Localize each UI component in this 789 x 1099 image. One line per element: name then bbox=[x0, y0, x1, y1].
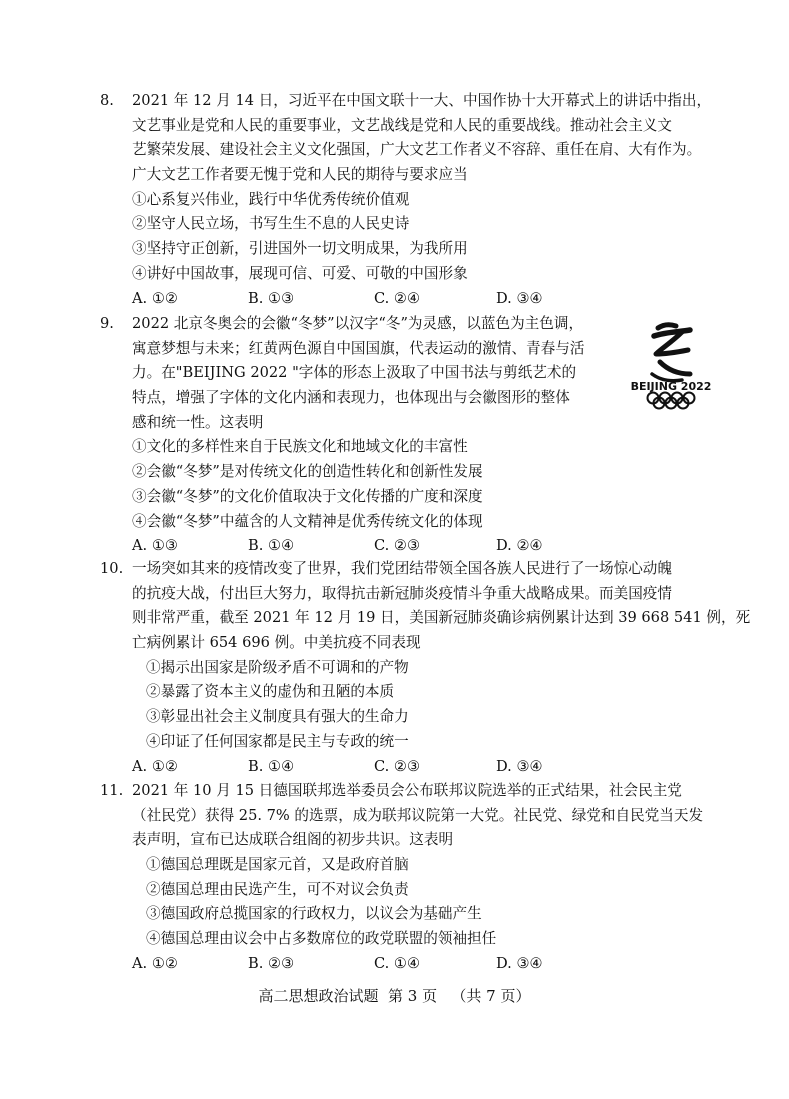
statement-option: ③坚持守正创新，引进国外一切文明成果，为我所用 bbox=[132, 240, 468, 258]
choice-d: D. ②④ bbox=[496, 537, 543, 555]
statement-option: ①揭示出国家是阶级矛盾不可调和的产物 bbox=[146, 658, 409, 676]
choice-d: D. ③④ bbox=[496, 954, 543, 972]
question-stem-line: 10. 一场突如其来的疫情改变了世界，我们党团结带领全国各族人民进行了一场惊心动魄 bbox=[132, 557, 732, 582]
question-stem-line: 特点，增强了字体的文化内涵和表现力，也体现出与会徽图形的整体 bbox=[132, 389, 570, 407]
statement-option: ③彰显出社会主义制度具有强大的生命力 bbox=[146, 708, 409, 726]
choice-b: B. ①④ bbox=[248, 537, 295, 555]
choice-d: D. ③④ bbox=[496, 757, 543, 775]
choice-a: A. ①③ bbox=[132, 537, 178, 555]
statement-option: ④讲好中国故事，展现可信、可爱、可敬的中国形象 bbox=[132, 264, 468, 282]
question-stem-line: （社民党）获得 25. 7% 的选票，成为联邦议院第一大党。社民党、绿党和自民党当天发 bbox=[132, 806, 704, 824]
statement-option: ①心系复兴伟业，践行中华优秀传统价值观 bbox=[132, 190, 410, 208]
question-stem-line: 艺繁荣发展、建设社会主义文化强国，广大文艺工作者义不容辞、重任在肩、大有作为。 bbox=[132, 141, 702, 159]
choice-c: C. ②③ bbox=[374, 537, 421, 555]
statement-option: ④会徽“冬梦”中蕴含的人文精神是优秀传统文化的体现 bbox=[132, 512, 483, 530]
question-stem-line: 表声明，宣布已达成联合组阁的初步共识。这表明 bbox=[132, 831, 454, 849]
question-stem-line: 亡病例累计 654 696 例。中美抗疫不同表现 bbox=[132, 634, 421, 652]
answer-choices bbox=[132, 755, 732, 780]
question-stem-line: 感和统一性。这表明 bbox=[132, 413, 264, 431]
choice-b: B. ①④ bbox=[248, 757, 295, 775]
question-stem-line: 力。在"BEIJING 2022 "字体的形态上汲取了中国书法与剪纸艺术的 bbox=[132, 364, 577, 382]
beijing-2022-emblem-image bbox=[630, 318, 712, 410]
question-10 bbox=[100, 557, 751, 779]
statement-option: ②坚守人民立场，书写生生不息的人民史诗 bbox=[132, 215, 410, 233]
question-number: 10. bbox=[100, 560, 124, 577]
question-stem-line: 广大文艺工作者要无愧于党和人民的期待与要求应当 bbox=[132, 166, 468, 184]
choice-b: B. ①③ bbox=[248, 289, 295, 307]
choice-c: C. ②④ bbox=[374, 289, 421, 307]
statement-option: ②德国总理由民选产生，可不对议会负责 bbox=[146, 880, 409, 898]
choice-c: C. ②③ bbox=[374, 757, 421, 775]
choice-d: D. ③④ bbox=[496, 289, 543, 307]
choice-b: B. ②③ bbox=[248, 954, 295, 972]
choice-c: C. ①④ bbox=[374, 954, 421, 972]
statement-option: ③德国政府总揽国家的行政权力，以议会为基础产生 bbox=[146, 905, 482, 923]
question-number: 9. bbox=[100, 315, 114, 332]
question-stem-line: 8. 2021 年 12 月 14 日，习近平在中国文联十一大、中国作协十大开幕式上的讲话中指出， bbox=[132, 89, 732, 114]
question-number: 8. bbox=[100, 92, 114, 109]
statement-option: ③会徽“冬梦”的文化价值取决于文化传播的广度和深度 bbox=[132, 487, 483, 505]
statement-option: ②暴露了资本主义的虚伪和丑陋的本质 bbox=[146, 683, 395, 701]
statement-option: ②会徽“冬梦”是对传统文化的创造性转化和创新性发展 bbox=[132, 463, 483, 481]
statement-option: ①文化的多样性来自于民族文化和地域文化的丰富性 bbox=[132, 438, 468, 456]
statement-option: ①德国总理既是国家元首，又是政府首脑 bbox=[146, 856, 409, 874]
question-stem-line: 的抗疫大战，付出巨大努力，取得抗击新冠肺炎疫情斗争重大战略成果。而美国疫情 bbox=[132, 584, 672, 602]
question-stem-line: 9. 2022 北京冬奥会的会徽“冬梦”以汉字“冬”为灵感，以蓝色为主色调， bbox=[132, 312, 732, 337]
statement-option: ④印证了任何国家都是民主与专政的统一 bbox=[146, 732, 409, 750]
question-stem-line: 寓意梦想与未来；红黄两色源自中国国旗，代表运动的激情、青春与活 bbox=[132, 339, 585, 357]
question-stem-line: 11. 2021 年 10 月 15 日德国联邦选举委员会公布联邦议院选举的正式结果，社会民主党 bbox=[132, 779, 732, 804]
question-8 bbox=[100, 89, 732, 311]
choice-a: A. ①② bbox=[132, 289, 178, 307]
answer-choices bbox=[132, 287, 732, 312]
choice-a: A. ①② bbox=[132, 757, 178, 775]
emblem-wordmark: BEIJING 2022 bbox=[630, 380, 712, 393]
answer-choices bbox=[132, 952, 732, 977]
question-stem-line: 则非常严重，截至 2021 年 12 月 19 日，美国新冠肺炎确诊病例累计达到 39 668 541 例，死 bbox=[132, 609, 751, 627]
statement-option: ④德国总理由议会中占多数席位的政党联盟的领袖担任 bbox=[146, 930, 497, 948]
question-stem-line: 文艺事业是党和人民的重要事业，文艺战线是党和人民的重要战线。推动社会主义文 bbox=[132, 116, 672, 134]
question-11 bbox=[100, 779, 732, 977]
answer-choices bbox=[132, 534, 732, 559]
question-number: 11. bbox=[100, 782, 124, 799]
choice-a: A. ①② bbox=[132, 954, 178, 972]
page-footer: 高二思想政治试题 第 3 页 （共 7 页） bbox=[258, 987, 531, 1005]
